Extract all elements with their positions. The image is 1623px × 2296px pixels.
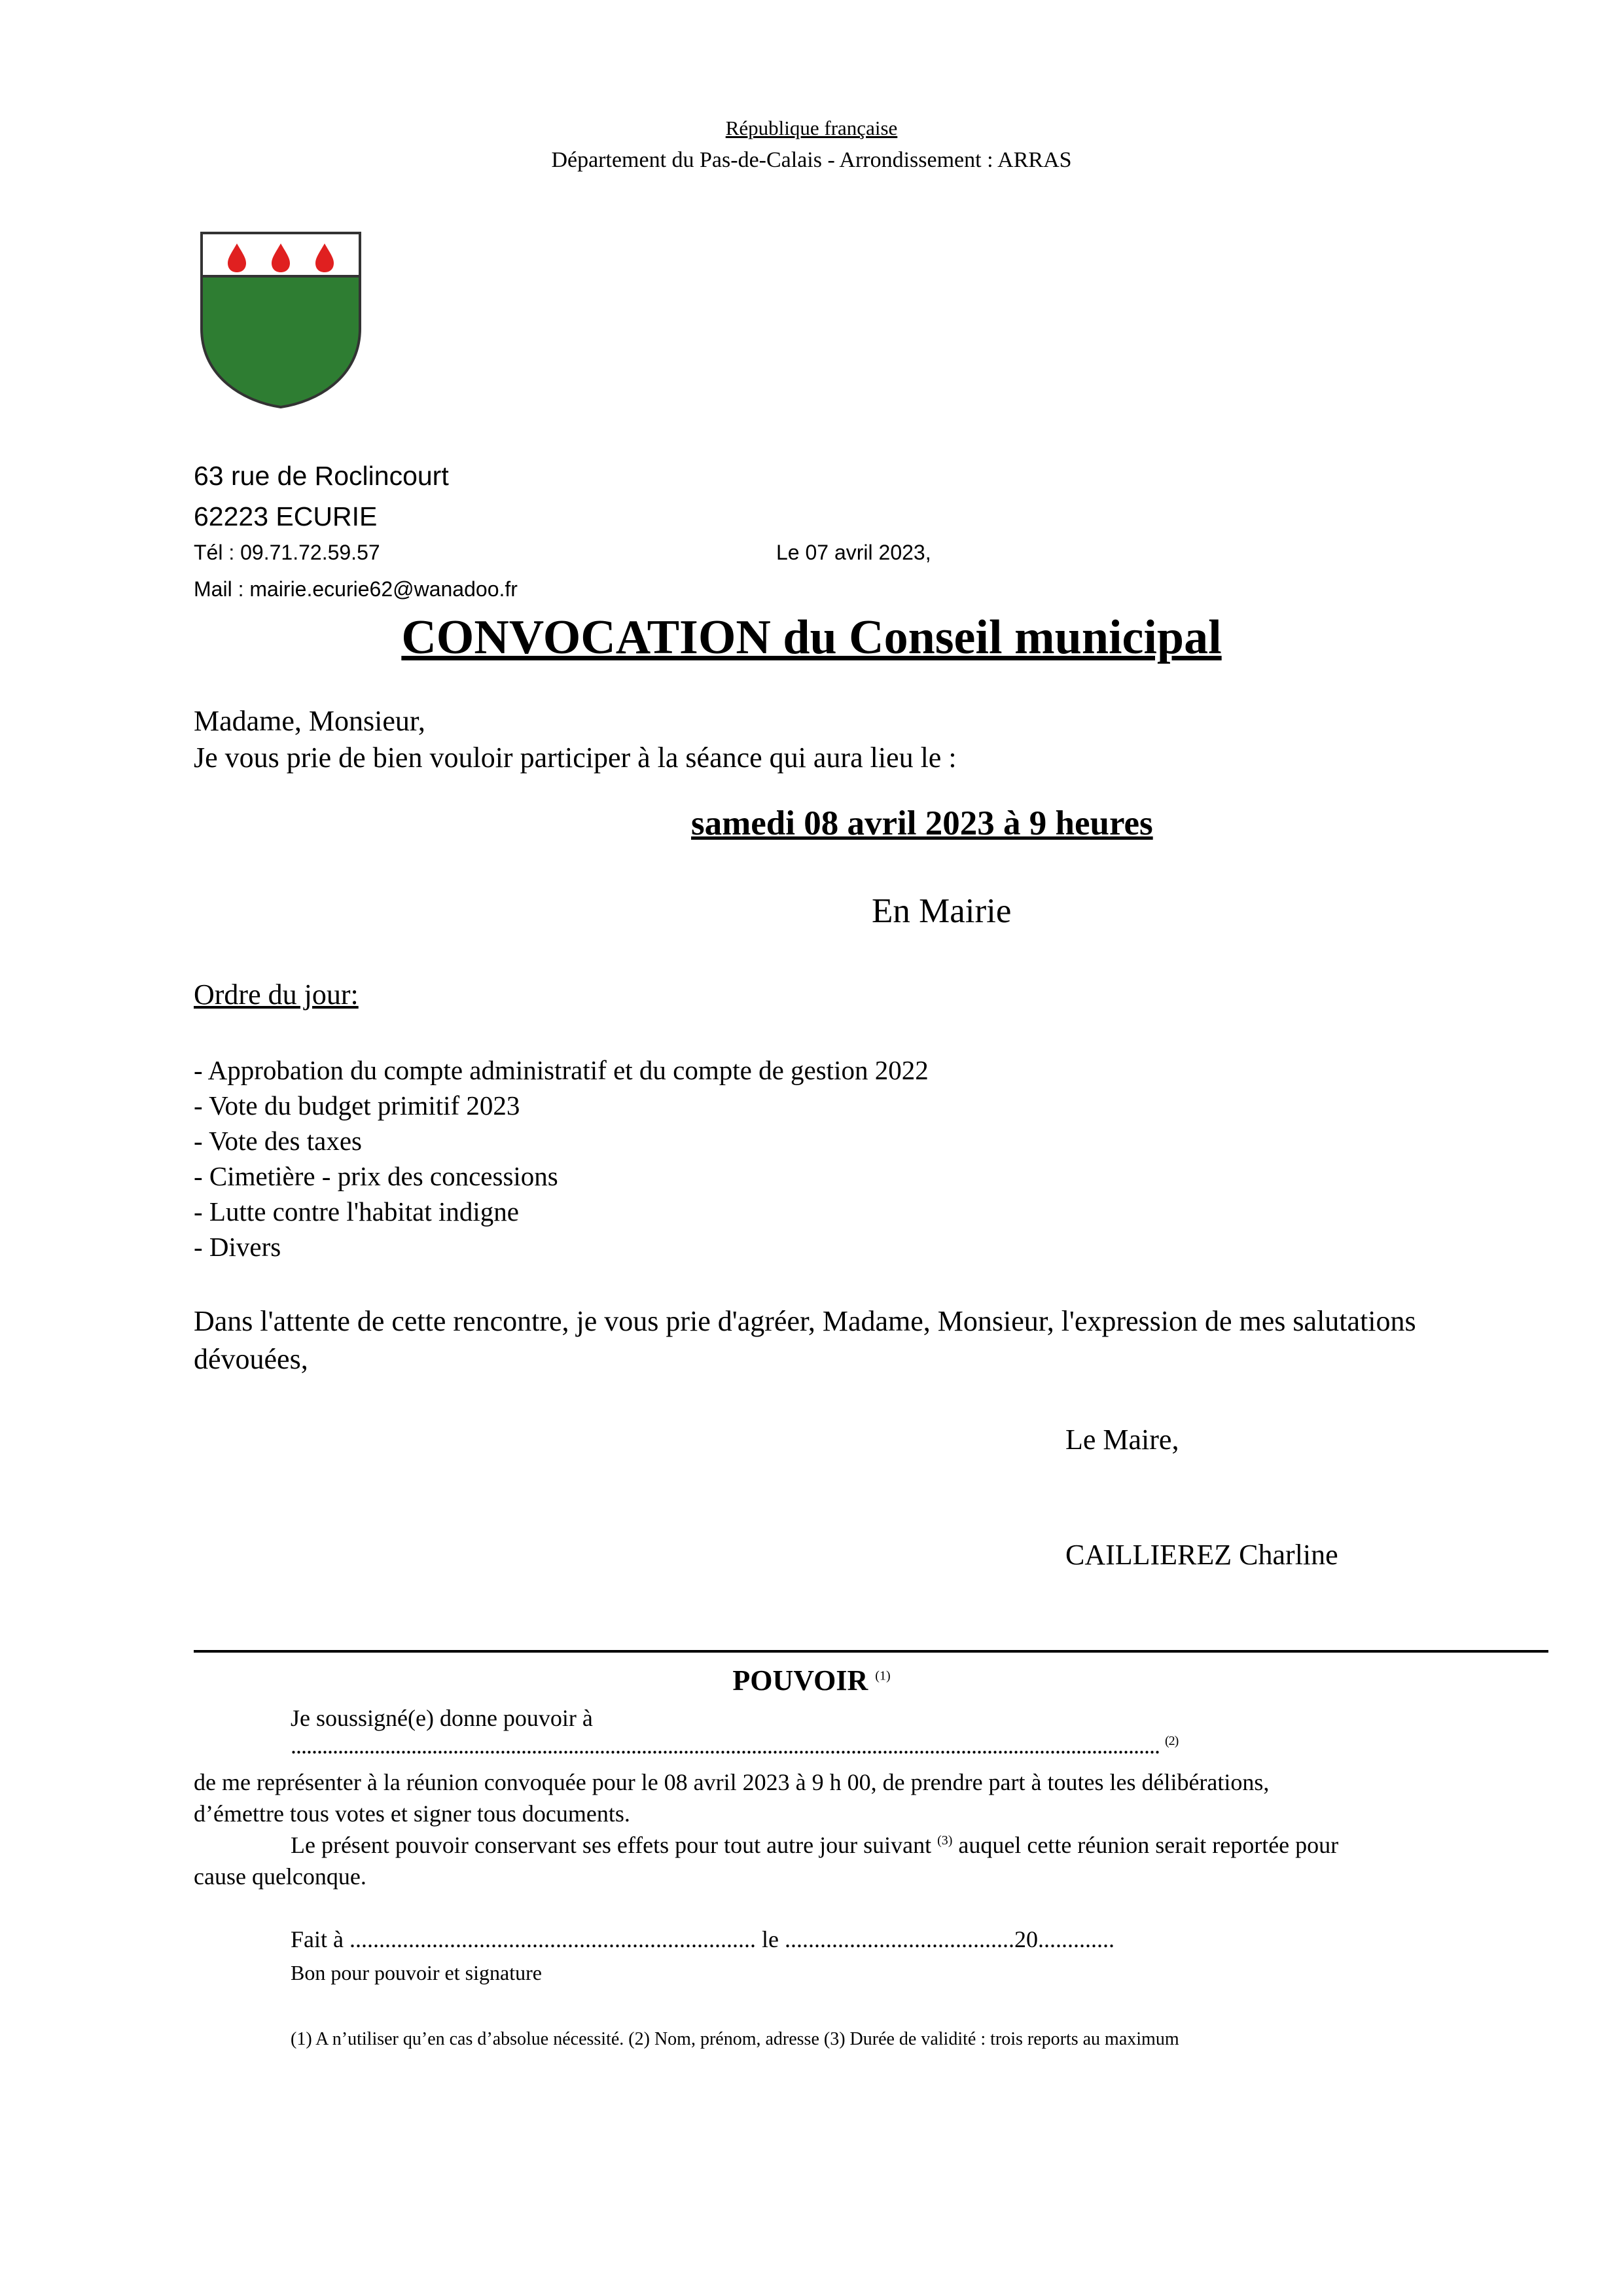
agenda-heading: Ordre du jour: xyxy=(194,978,359,1011)
pouvoir-line xyxy=(291,1831,1338,1859)
meeting-date: samedi 08 avril 2023 à 9 heures xyxy=(691,804,1153,842)
footnote-ref: (2) xyxy=(1165,1734,1179,1748)
pouvoir-line: d’émettre tous votes et signer tous documents. xyxy=(194,1801,630,1827)
letter-date: Le 07 avril 2023, xyxy=(776,541,931,564)
pouvoir-signature-label: Bon pour pouvoir et signature xyxy=(291,1961,542,1984)
address-mail: Mail : mairie.ecurie62@wanadoo.fr xyxy=(194,577,518,601)
coat-of-arms-icon xyxy=(199,230,363,408)
pouvoir-line: cause quelconque. xyxy=(194,1863,366,1890)
pouvoir-line-part: Le présent pouvoir conservant ses effets pour tout autre jour suivant xyxy=(291,1832,932,1858)
closing-text: Dans l'attente de cette rencontre, je vous prie d'agréer, Madame, Monsieur, l'expression de mes salutations dévouées, xyxy=(194,1305,1416,1375)
footnote-ref: (1) xyxy=(875,1668,891,1683)
salutation: Madame, Monsieur, xyxy=(194,705,425,737)
signature-name: CAILLIEREZ Charline xyxy=(1065,1539,1338,1571)
document-title: CONVOCATION du Conseil municipal xyxy=(401,611,1222,664)
address-street: 63 rue de Roclincourt xyxy=(194,461,449,491)
address-city: 62223 ECURIE xyxy=(194,501,378,531)
address-tel: Tél : 09.71.72.59.57 xyxy=(194,541,380,564)
section-divider xyxy=(194,1650,1548,1653)
dotted-line: ...................................................................................................................................................................... xyxy=(291,1732,1160,1759)
agenda-item: - Vote des taxes xyxy=(194,1126,362,1156)
pouvoir-footnotes: (1) A n’utiliser qu’en cas d’absolue nécessité. (2) Nom, prénom, adresse (3) Durée de validité : trois reports au maximum xyxy=(291,2029,1179,2049)
pouvoir-title xyxy=(0,1664,1623,1697)
pouvoir-title-text: POUVOIR xyxy=(732,1664,868,1696)
agenda-item: - Approbation du compte administratif et du compte de gestion 2022 xyxy=(194,1055,929,1085)
agenda-item: - Vote du budget primitif 2023 xyxy=(194,1090,520,1121)
pouvoir-line-part: auquel cette réunion serait reportée pour xyxy=(958,1832,1339,1858)
intro-text: Je vous prie de bien vouloir participer à la séance qui aura lieu le : xyxy=(194,742,957,774)
meeting-place: En Mairie xyxy=(872,892,1012,930)
header-department: Département du Pas-de-Calais - Arrondissement : ARRAS xyxy=(551,148,1072,172)
pouvoir-soussigne: Je soussigné(e) donne pouvoir à xyxy=(291,1705,593,1731)
agenda-item: - Lutte contre l'habitat indigne xyxy=(194,1196,519,1227)
pouvoir-place-date-field: Fait à ..................................................................... le .......................................20............. xyxy=(291,1926,1115,1952)
pouvoir-line: de me représenter à la réunion convoquée pour le 08 avril 2023 à 9 h 00, de prendre part à toutes les délibérations, xyxy=(194,1769,1270,1795)
pouvoir-name-field xyxy=(291,1732,1178,1759)
signature-title: Le Maire, xyxy=(1065,1424,1179,1456)
header-republic: République française xyxy=(725,117,898,139)
agenda-list xyxy=(194,1052,929,1265)
agenda-item: - Cimetière - prix des concessions xyxy=(194,1161,558,1191)
footnote-ref: (3) xyxy=(937,1833,953,1848)
agenda-item: - Divers xyxy=(194,1232,281,1262)
